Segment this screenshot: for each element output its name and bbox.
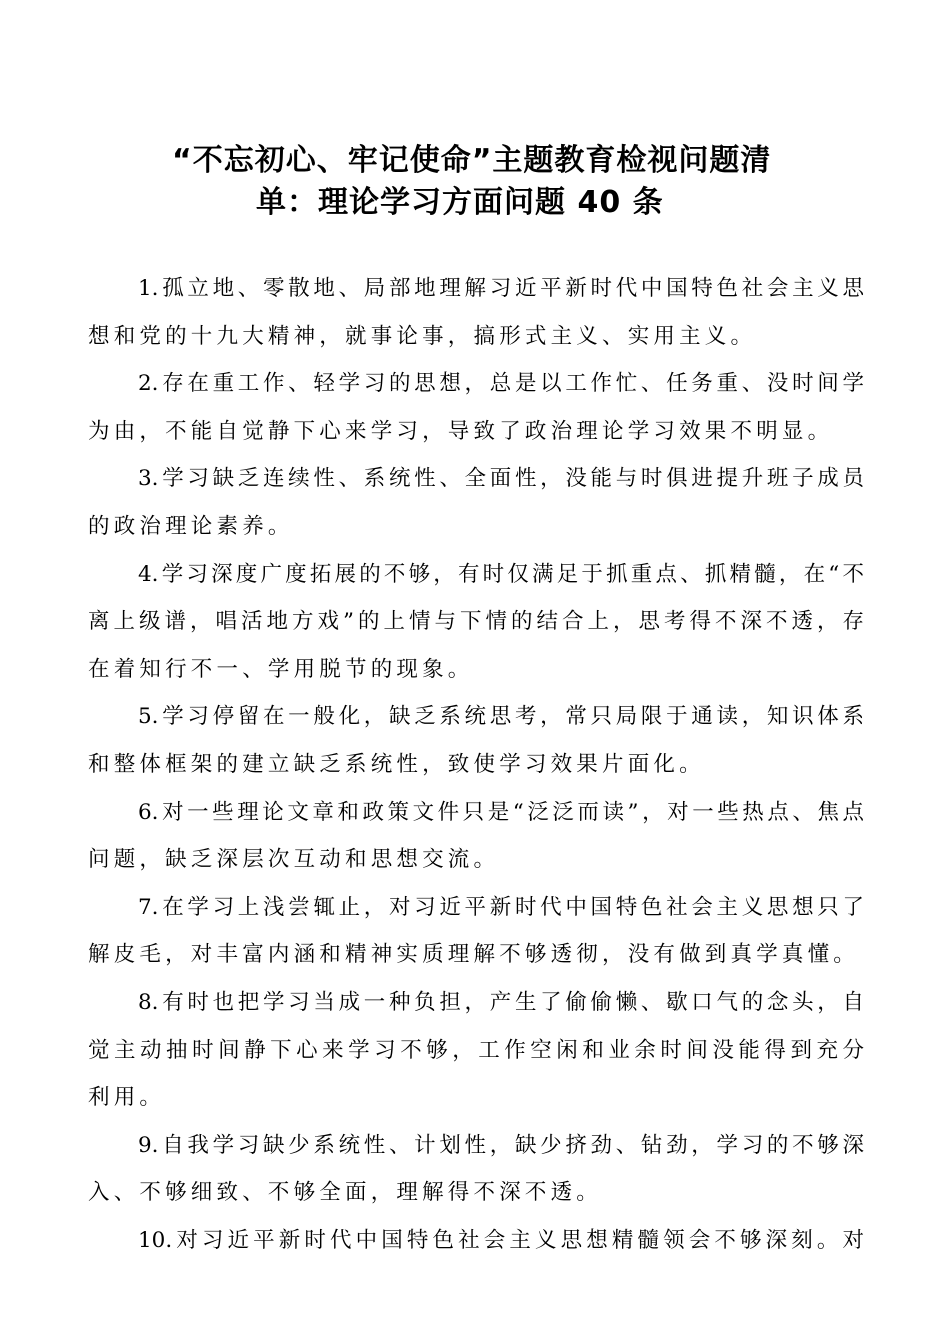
paragraph-9 [88,1122,864,1217]
paragraph-4 [88,551,864,694]
paragraph-line: 6.对一些理论文章和政策文件只是“泛泛而读”，对一些热点、焦点 [138,799,864,825]
paragraph-line: 在着知行不一、学用脱节的现象。 [88,656,474,682]
paragraph-line: 10.对习近平新时代中国特色社会主义思想精髓领会不够深刻。对 [138,1227,864,1253]
paragraph-line: 为由，不能自觉静下心来学习，导致了政治理论学习效果不明显。 [88,418,834,444]
paragraph-line: 8.有时也把学习当成一种负担，产生了偷偷懒、歇口气的念头，自 [138,989,864,1015]
paragraph-line: 2.存在重工作、轻学习的思想，总是以工作忙、任务重、没时间学 [138,371,864,397]
paragraph-6 [88,789,864,884]
paragraph-line: 和整体框架的建立缺乏系统性，致使学习效果片面化。 [88,751,705,777]
paragraph-line: 9.自我学习缺少系统性、计划性，缺少挤劲、钻劲，学习的不够深 [138,1132,864,1158]
paragraph-line: 4.学习深度广度拓展的不够，有时仅满足于抓重点、抓精髓，在“不 [138,561,864,587]
paragraph-line: 利用。 [88,1085,166,1111]
paragraph-line: 3.学习缺乏连续性、系统性、全面性，没能与时俱进提升班子成员 [138,466,864,492]
document-body [88,265,864,1264]
paragraph-line: 想和党的十九大精神，就事论事，搞形式主义、实用主义。 [88,323,757,349]
paragraph-line: 1.孤立地、零散地、局部地理解习近平新时代中国特色社会主义思 [138,276,864,301]
paragraph-line: 7.在学习上浅尝辄止，对习近平新时代中国特色社会主义思想只了 [138,894,864,920]
paragraph-line: 入、不够细致、不够全面，理解得不深不透。 [88,1180,603,1206]
paragraph-1 [88,265,864,360]
paragraph-line: 觉主动抽时间静下心来学习不够，工作空闲和业余时间没能得到充分 [88,1037,864,1063]
paragraph-5 [88,693,864,788]
paragraph-line: 离上级谱，唱活地方戏”的上情与下情的结合上，思考得不深不透，存 [88,609,864,635]
paragraph-8 [88,979,864,1122]
title-line-2: 单：理论学习方面问题 40 条 [256,185,664,220]
paragraph-line: 的政治理论素养。 [88,513,294,539]
paragraph-line: 5.学习停留在一般化，缺乏系统思考，常只局限于通读，知识体系 [138,704,864,730]
paragraph-10 [88,1217,864,1265]
paragraph-3 [88,455,864,550]
paragraph-2 [88,360,864,455]
paragraph-7 [88,884,864,979]
paragraph-line: 解皮毛，对丰富内涵和精神实质理解不够透彻，没有做到真学真懂。 [88,942,860,968]
title-line-1: “不忘初心、牢记使命”主题教育检视问题清 [172,143,772,178]
paragraph-line: 问题，缺乏深层次互动和思想交流。 [88,847,500,873]
